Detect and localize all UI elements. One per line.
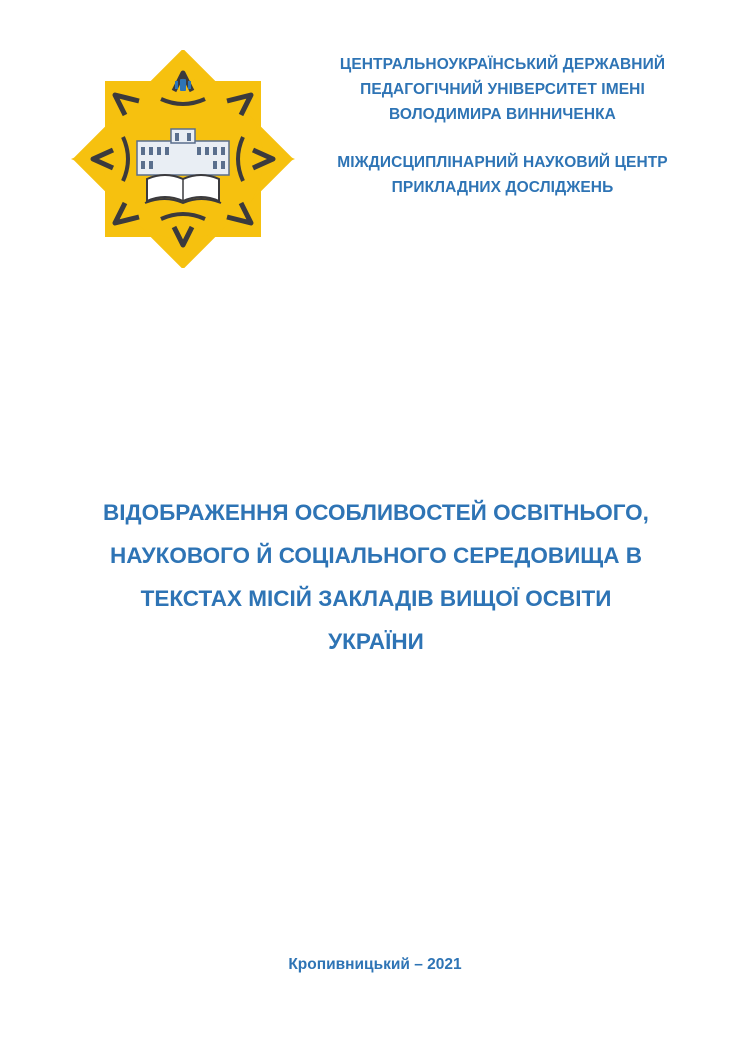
center-name-line-2: ПРИКЛАДНИХ ДОСЛІДЖЕНЬ — [391, 179, 614, 196]
university-emblem-icon — [70, 50, 296, 268]
place-year: Кропивницький – 2021 — [288, 956, 462, 973]
university-name-line-1: ЦЕНТРАЛЬНОУКРАЇНСЬКИЙ ДЕРЖАВНИЙ — [339, 56, 666, 73]
title-line-1: ВІДОБРАЖЕННЯ ОСОБЛИВОСТЕЙ ОСВІТНЬОГО, — [103, 500, 649, 525]
title-line-4: УКРАЇНИ — [328, 629, 424, 654]
institution-header — [300, 52, 705, 200]
title-line-3: ТЕКСТАХ МІСІЙ ЗАКЛАДІВ ВИЩОЇ ОСВІТИ — [140, 586, 612, 611]
center-name-line-1: МІЖДИСЦИПЛІНАРНИЙ НАУКОВИЙ ЦЕНТР — [337, 154, 668, 171]
university-name-line-3: ВОЛОДИМИРА ВИННИЧЕНКА — [389, 106, 616, 123]
title-line-2: НАУКОВОГО Й СОЦІАЛЬНОГО СЕРЕДОВИЩА В — [110, 543, 642, 568]
document-title — [40, 491, 712, 663]
university-name-line-2: ПЕДАГОГІЧНИЙ УНІВЕРСИТЕТ ІМЕНІ — [360, 81, 645, 98]
